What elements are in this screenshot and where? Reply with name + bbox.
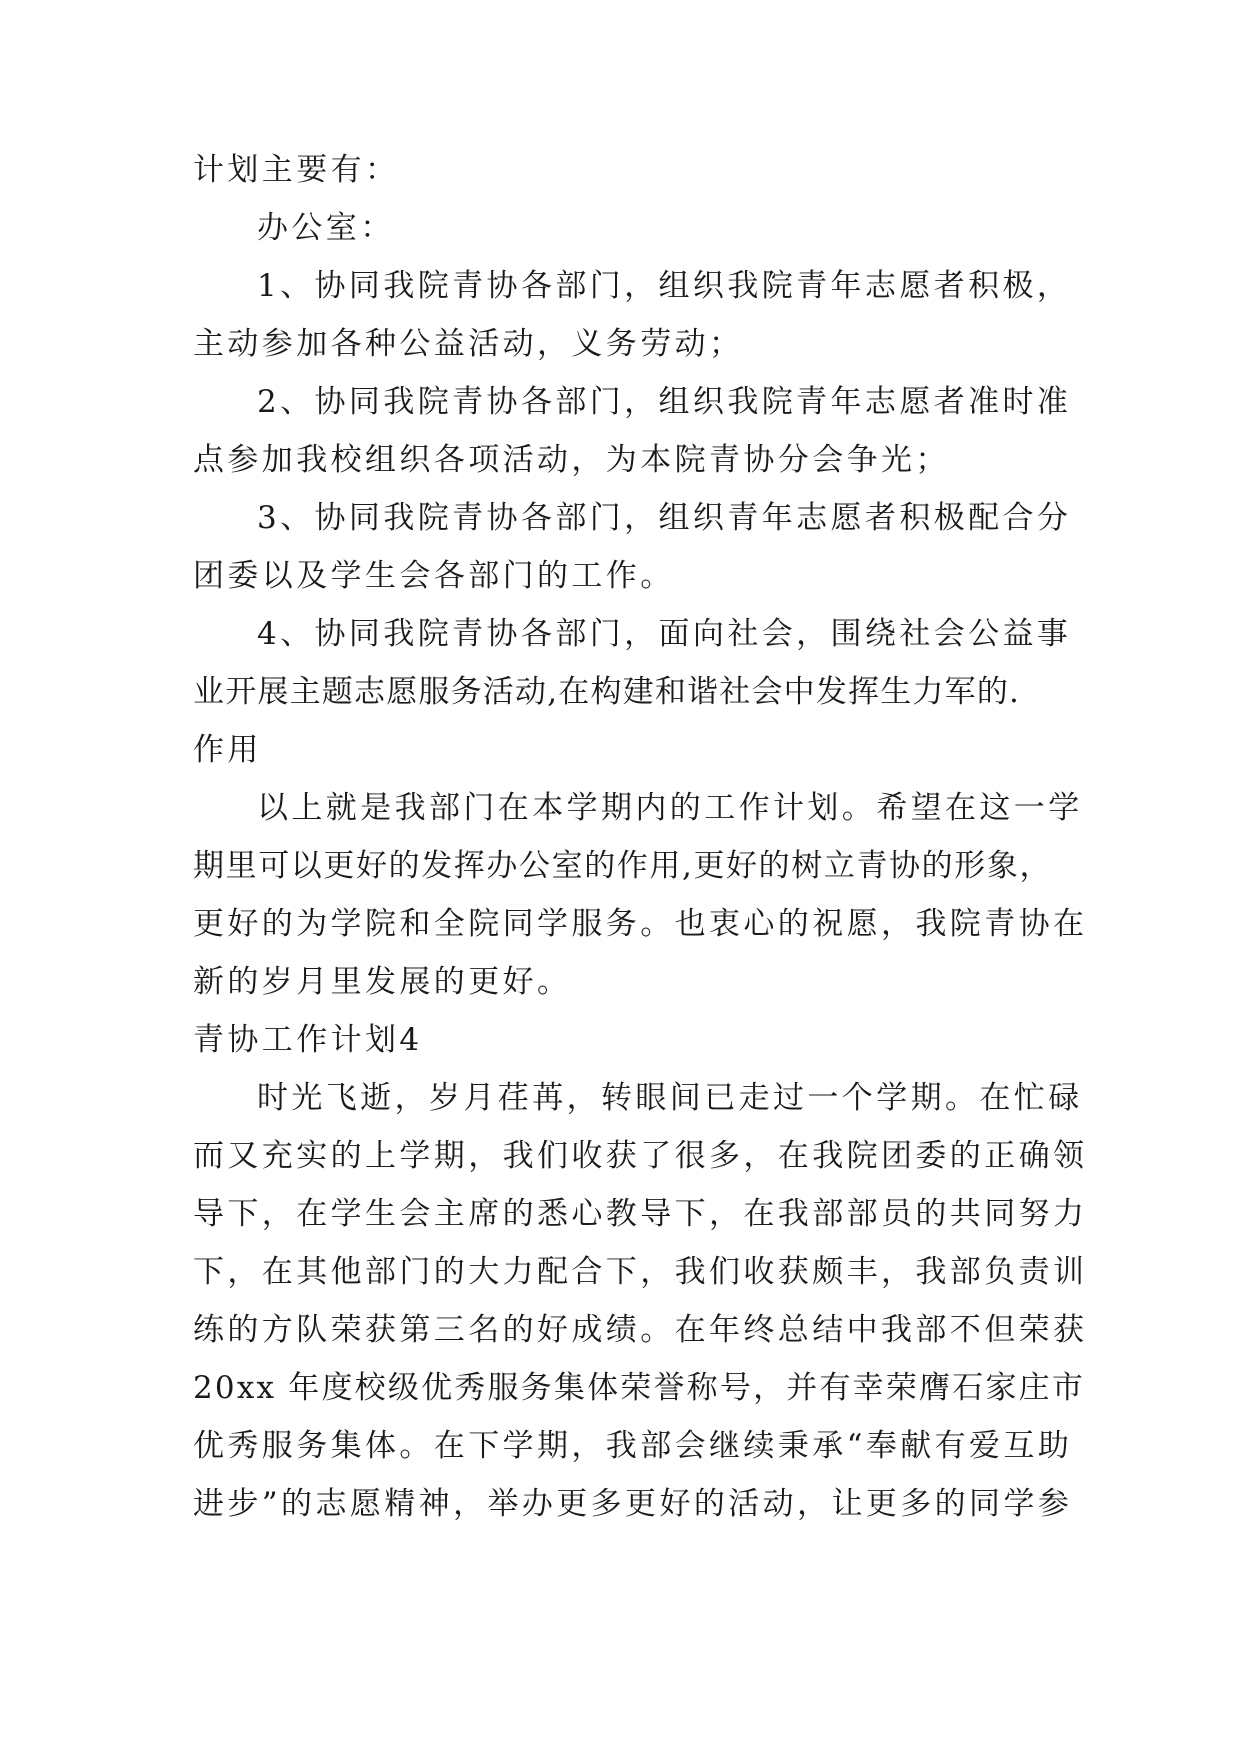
list-item-2-line-1: 2、协同我院青协各部门，组织我院青年志愿者准时准 [257, 384, 1072, 420]
paragraph-line: 下，在其他部门的大力配合下，我们收获颇丰，我部负责训 [193, 1254, 1088, 1290]
paragraph-line: 优秀服务集体。在下学期，我部会继续秉承“奉献有爱互助 [193, 1428, 1073, 1464]
text-line: 计划主要有： [193, 152, 400, 188]
paragraph-line: 期里可以更好的发挥办公室的作用,更好的树立青协的形象， [193, 848, 1053, 884]
paragraph-line: 练的方队荣获第三名的好成绩。在年终总结中我部不但荣获 [193, 1312, 1088, 1348]
paragraph-line: 以上就是我部门在本学期内的工作计划。希望在这一学 [257, 790, 1083, 826]
paragraph-line: 导下，在学生会主席的悉心教导下，在我部部员的共同努力 [193, 1196, 1088, 1232]
list-item-1-line-1: 1、协同我院青协各部门，组织我院青年志愿者积极， [257, 268, 1072, 304]
list-item-4-line-1: 4、协同我院青协各部门，面向社会，围绕社会公益事 [257, 616, 1072, 652]
paragraph-line: 而又充实的上学期，我们收获了很多，在我院团委的正确领 [193, 1138, 1088, 1174]
list-item-3-line-1: 3、协同我院青协各部门，组织青年志愿者积极配合分 [257, 500, 1072, 536]
section-title: 青协工作计划4 [193, 1022, 423, 1058]
section-heading-office: 办公室： [257, 210, 395, 246]
paragraph-line: 时光飞逝，岁月荏苒，转眼间已走过一个学期。在忙碌 [257, 1080, 1083, 1116]
paragraph-line: 20xx 年度校级优秀服务集体荣誉称号，并有幸荣膺石家庄市 [193, 1370, 1086, 1406]
list-item-3-line-2: 团委以及学生会各部门的工作。 [193, 558, 675, 594]
list-item-4-line-3: 作用 [193, 732, 262, 768]
paragraph-line: 新的岁月里发展的更好。 [193, 964, 572, 1000]
list-item-1-line-2: 主动参加各种公益活动，义务劳动； [193, 326, 744, 362]
list-item-4-line-2: 业开展主题志愿服务活动,在构建和谐社会中发挥生力军的. [193, 674, 1021, 710]
list-item-2-line-2: 点参加我校组织各项活动，为本院青协分会争光； [193, 442, 950, 478]
paragraph-line: 进步”的志愿精神，举办更多更好的活动，让更多的同学参 [193, 1486, 1073, 1522]
paragraph-line: 更好的为学院和全院同学服务。也衷心的祝愿，我院青协在 [193, 906, 1088, 942]
